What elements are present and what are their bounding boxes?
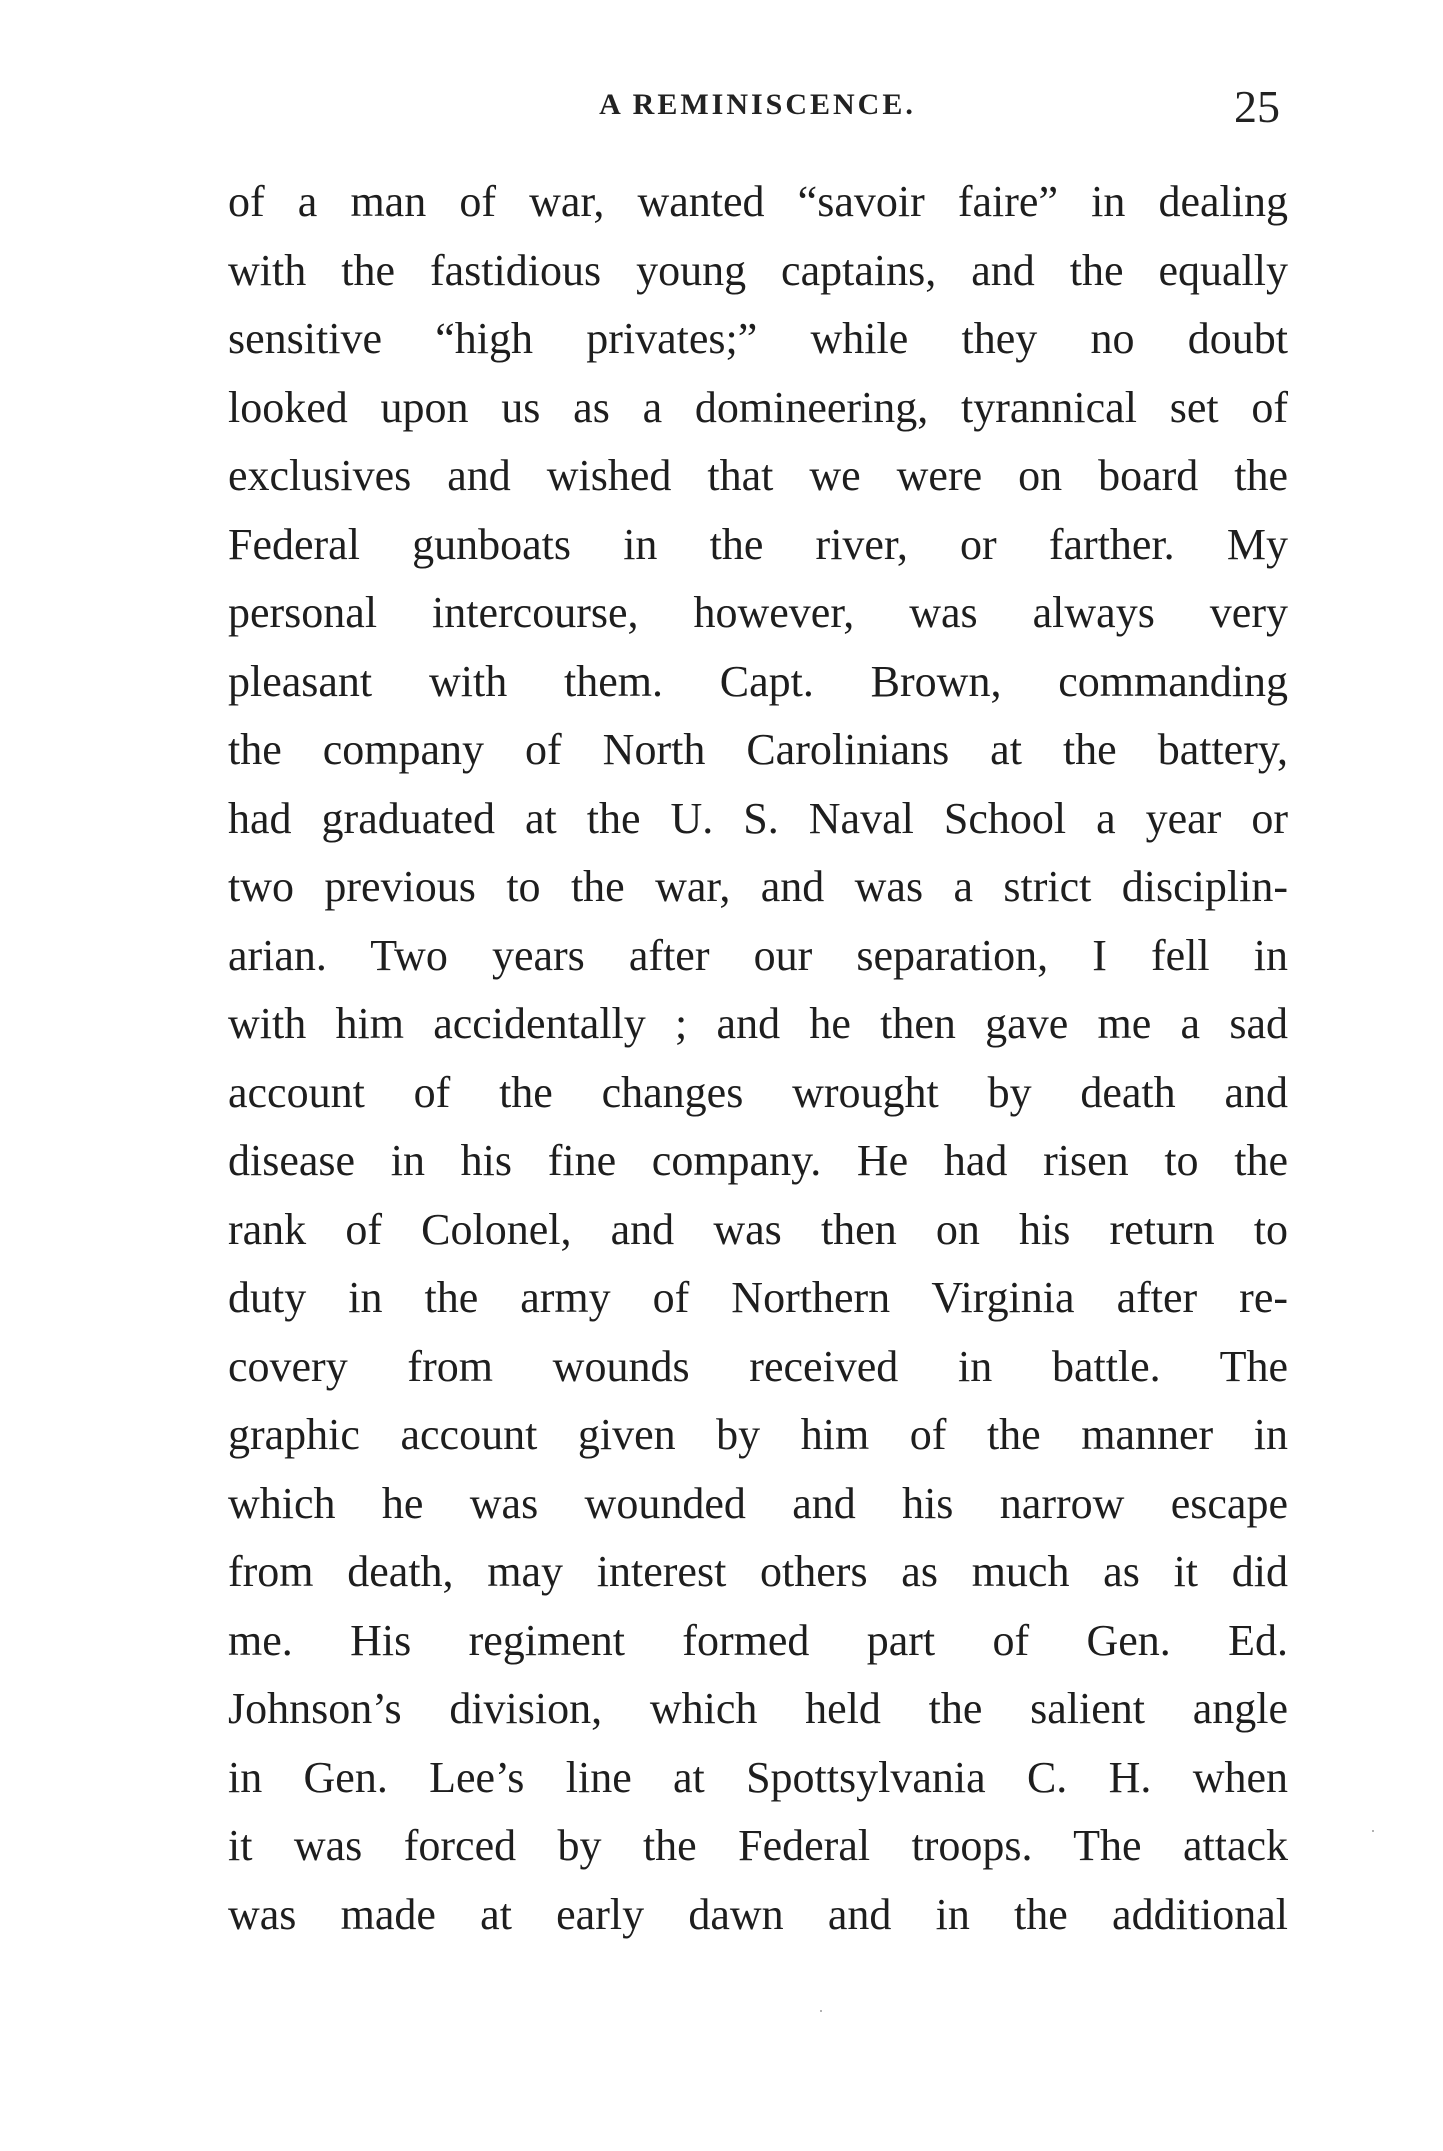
text-line: of a man of war, wanted “savoir faire” in dealing xyxy=(228,177,1288,226)
text-line: covery from wounds received in battle. The xyxy=(228,1341,1288,1391)
running-head-title: A REMINISCENCE. xyxy=(599,88,916,121)
body-text xyxy=(228,168,1288,1949)
text-line: personal intercourse, however, was always very xyxy=(228,588,1288,637)
paper-speck xyxy=(1372,1830,1374,1832)
text-line: rank of Colonel, and was then on his return to xyxy=(228,1204,1288,1254)
running-head xyxy=(225,80,1290,140)
text-line: pleasant with them. Capt. Brown, commanding xyxy=(228,656,1288,706)
text-line: in Gen. Lee’s line at Spottsylvania C. H. when xyxy=(228,1752,1288,1802)
text-line: account of the changes wrought by death and xyxy=(228,1067,1288,1117)
text-line: was made at early dawn and in the additional xyxy=(228,1889,1288,1939)
text-line: exclusives and wished that we were on board the xyxy=(228,451,1288,500)
text-line: which he was wounded and his narrow escape xyxy=(228,1478,1288,1528)
text-line: sensitive “high privates;” while they no doubt xyxy=(228,314,1288,363)
text-line: looked upon us as a domineering, tyrannical set of xyxy=(228,382,1288,432)
text-line: with him accidentally ; and he then gave me a sad xyxy=(228,999,1288,1048)
text-line: from death, may interest others as much as it did xyxy=(228,1547,1288,1596)
text-line: graphic account given by him of the manner in xyxy=(228,1410,1288,1459)
paper-speck xyxy=(820,2010,822,2012)
text-line: Johnson’s division, which held the salient angle xyxy=(228,1684,1288,1733)
text-line: me. His regiment formed part of Gen. Ed. xyxy=(228,1615,1288,1665)
text-line: Federal gunboats in the river, or farther. My xyxy=(228,519,1288,569)
text-line: it was forced by the Federal troops. The attack xyxy=(228,1821,1288,1870)
text-line: disease in his fine company. He had risen to the xyxy=(228,1136,1288,1185)
page-number: 25 xyxy=(1234,81,1280,132)
text-line: arian. Two years after our separation, I fell in xyxy=(228,930,1288,980)
text-line: with the fastidious young captains, and the equally xyxy=(228,245,1288,295)
text-line: had graduated at the U. S. Naval School a year or xyxy=(228,793,1288,843)
text-line: duty in the army of Northern Virginia after re- xyxy=(228,1273,1288,1322)
text-line: two previous to the war, and was a strict disciplin- xyxy=(228,862,1288,911)
text-line: the company of North Carolinians at the battery, xyxy=(228,725,1288,774)
